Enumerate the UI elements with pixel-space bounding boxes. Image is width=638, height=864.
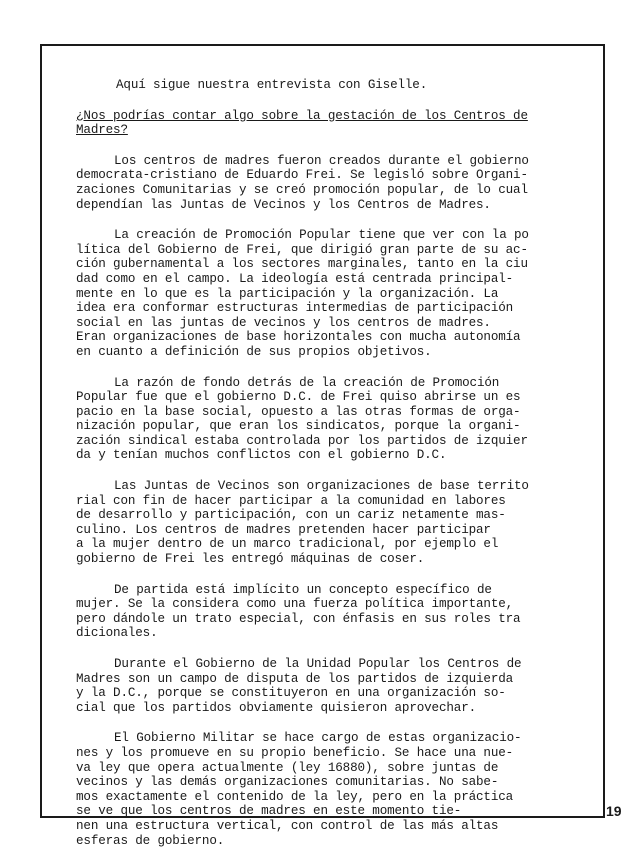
text-line: esferas de gobierno. — [76, 833, 225, 848]
text-line: nes y los promueve en su propio beneficio. Se hace una nue- — [76, 745, 514, 760]
text-line: lítica del Gobierno de Frei, que dirigió gran parte de su ac- — [76, 242, 528, 257]
interview-question — [76, 109, 574, 138]
text-line: Durante el Gobierno de la Unidad Popular los Centros de — [114, 657, 522, 671]
text-line: nización popular, que eran los sindicatos, porque la organi- — [76, 419, 521, 434]
text-line: De partida está implícito un concepto específico de — [114, 582, 492, 597]
text-line: da y tenían muchos conflictos con el gobierno D.C. — [76, 448, 447, 463]
text-line: democrata-cristiano de Eduardo Frei. Se legisló sobre Organi- — [76, 168, 528, 183]
question-line: ¿Nos podrías contar algo sobre la gestación de los Centros de — [76, 108, 528, 123]
text-line: Eran organizaciones de base horizontales con mucha autonomía — [76, 330, 521, 345]
text-line: vecinos y las demás organizaciones comunitarias. No sabe- — [76, 775, 499, 790]
text-line: pero dándole un trato especial, con énfasis en sus roles tra — [76, 611, 521, 626]
text-line: mente en lo que es la participación y la organización. La — [76, 286, 499, 301]
answer-paragraph — [76, 657, 574, 715]
answer-paragraph — [76, 479, 574, 567]
text-line: culino. Los centros de madres pretenden hacer participar — [76, 522, 491, 537]
text-line: gobierno de Frei les entregó máquinas de coser. — [76, 552, 425, 567]
text-line: se ve que los centros de madres en este momento tie- — [76, 804, 462, 819]
text-line: La razón de fondo detrás de la creación de Promoción — [114, 375, 500, 390]
text-line: Popular fue que el gobierno D.C. de Frei quiso abrirse un es — [76, 390, 521, 405]
text-line: cial que los partidos obviamente quisieron aprovechar. — [76, 700, 477, 715]
answer-paragraph — [76, 731, 574, 848]
answer-paragraph — [76, 583, 574, 641]
text-line: dad como en el campo. La ideología está centrada principal- — [76, 271, 514, 286]
text-line: El Gobierno Militar se hace cargo de estas organizacio- — [114, 731, 522, 746]
text-line: rial con fin de hacer participar a la comunidad en labores — [76, 493, 506, 508]
text-line: Los centros de madres fueron creados durante el gobierno — [114, 153, 529, 168]
text-line: en cuanto a definición de sus propios objetivos. — [76, 344, 432, 359]
intro-text: Aquí sigue nuestra entrevista con Giselle. — [116, 78, 428, 92]
text-line: ción gubernamental a los sectores marginales, tanto en la ciu — [76, 257, 528, 272]
text-line: a la mujer dentro de un marco tradicional, por ejemplo el — [76, 537, 499, 552]
text-line: de desarrollo y participación, con un cariz netamente mas- — [76, 508, 506, 523]
answer-paragraph — [76, 376, 574, 464]
text-line: mujer. Se la considera como una fuerza política importante, — [76, 597, 514, 612]
text-line: mos exactamente el contenido de la ley, pero en la práctica — [76, 789, 514, 804]
text-line: Madres son un campo de disputa de los partidos de izquierda — [76, 671, 514, 686]
page-number: 19 — [606, 803, 622, 819]
answer-paragraph — [76, 228, 574, 359]
text-line: zaciones Comunitarias y se creó promoción popular, de lo cual — [76, 182, 528, 197]
text-line: social en las juntas de vecinos y los centros de madres. — [76, 315, 491, 330]
interview-answer — [76, 154, 574, 848]
interview-text — [76, 78, 574, 864]
text-line: va ley que opera actualmente (ley 16880), sobre juntas de — [76, 760, 499, 775]
text-line: zación sindical estaba controlada por los partidos de izquier — [76, 433, 528, 448]
text-line: pacio en la base social, opuesto a las otras formas de orga- — [76, 404, 521, 419]
text-line: dependían las Juntas de Vecinos y los Centros de Madres. — [76, 197, 491, 212]
text-line: y la D.C., porque se constituyeron en una organización so- — [76, 686, 506, 701]
intro-line — [76, 78, 574, 93]
text-line: La creación de Promoción Popular tiene que ver con la po — [114, 228, 529, 243]
answer-paragraph — [76, 154, 574, 212]
text-line: nen una estructura vertical, con control de las más altas — [76, 818, 499, 833]
text-line: Las Juntas de Vecinos son organizaciones de base territo — [114, 479, 529, 494]
question-line: Madres? — [76, 123, 128, 138]
text-line: idea era conformar estructuras intermedias de participación — [76, 301, 514, 316]
text-line: dicionales. — [76, 626, 158, 641]
